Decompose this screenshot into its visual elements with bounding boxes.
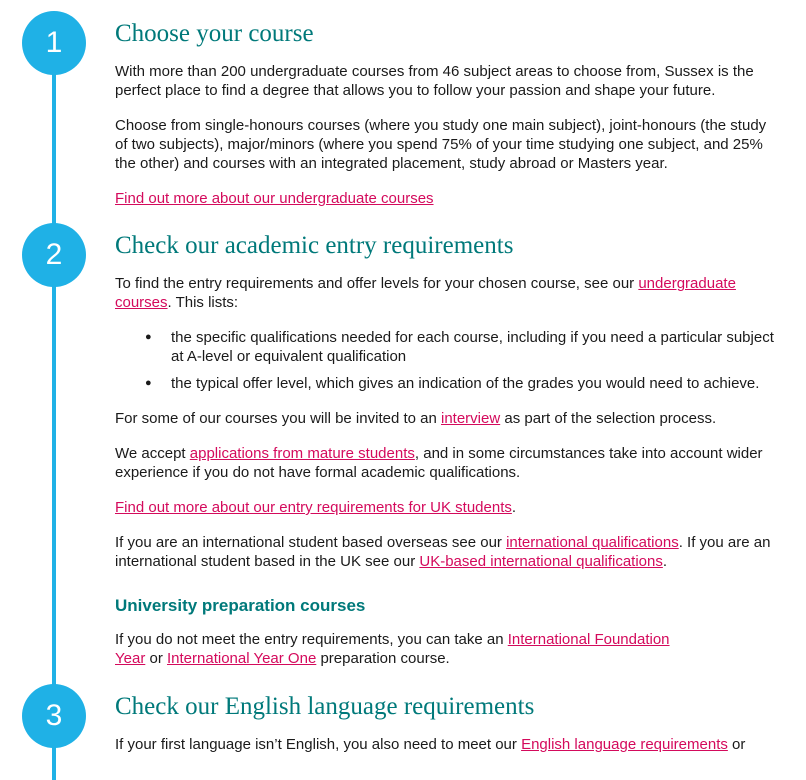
text: preparation course.	[316, 650, 450, 667]
text: , and in some circumstances take into account wider experience if you do not have formal academic qualifications.	[115, 445, 763, 481]
uk-based-international-qualifications-link[interactable]: UK-based international qualifications	[419, 553, 663, 570]
step-3-title: Check our English language requirements	[115, 693, 535, 720]
step-2-title: Check our academic entry requirements	[115, 232, 514, 259]
timeline-line	[52, 40, 56, 780]
uk-entry-requirements-link[interactable]: Find out more about our entry requirements for UK students	[115, 499, 512, 516]
undergraduate-courses-link[interactable]: Find out more about our undergraduate courses	[115, 190, 434, 207]
text: . This lists:	[167, 294, 239, 311]
english-language-requirements-link[interactable]: English language requirements	[521, 736, 728, 753]
step-1-title: Choose your course	[115, 20, 314, 47]
text: .	[662, 553, 668, 570]
undergraduate-courses-inline-link[interactable]: undergraduate courses	[115, 275, 736, 311]
interview-link[interactable]: interview	[441, 410, 501, 427]
preparation-paragraph	[115, 630, 680, 668]
entry-requirements-intro	[115, 274, 775, 312]
international-paragraph	[115, 533, 775, 571]
english-requirements-paragraph	[115, 735, 775, 754]
step-3-section	[115, 692, 775, 754]
requirements-list	[115, 328, 775, 393]
list-item: ● the typical offer level, which gives an indication of the grades you would need to achieve.	[115, 374, 775, 393]
text: .	[511, 499, 517, 516]
text: or	[727, 736, 746, 753]
step-1-section	[115, 19, 775, 208]
uk-requirements-paragraph	[115, 498, 775, 517]
text: If you do not meet the entry requirements, you can take an	[115, 631, 508, 648]
mature-students-link[interactable]: applications from mature students	[189, 445, 415, 462]
international-foundation-year-link[interactable]: International Foundation Year	[115, 631, 670, 667]
text: If your first language isn’t English, you also need to meet our	[115, 736, 522, 753]
step-2-marker	[22, 223, 86, 287]
international-year-one-link[interactable]: International Year One	[167, 650, 317, 667]
international-qualifications-link[interactable]: international qualifications	[506, 534, 679, 551]
step-2-section	[115, 231, 775, 668]
text: as part of the selection process.	[500, 410, 717, 427]
text: We accept	[115, 445, 190, 462]
text: If you are an international student based overseas see our	[115, 534, 507, 551]
list-item: ● the specific qualifications needed for each course, including if you need a particular subject at A-level or equivalent qualification	[115, 328, 775, 366]
text: To find the entry requirements and offer levels for your chosen course, see our	[115, 275, 639, 292]
step-3-marker	[22, 684, 86, 748]
text: For some of our courses you will be invited to an	[115, 410, 441, 427]
text: or	[145, 650, 167, 667]
step-number: 1	[45, 26, 63, 59]
step-1-marker	[22, 11, 86, 75]
preparation-courses-heading: University preparation courses	[115, 596, 366, 615]
text: . If you are an international student based in the UK see our	[115, 534, 771, 570]
interview-paragraph	[115, 409, 775, 428]
step-number: 3	[45, 699, 63, 732]
step-1-paragraph: Choose from single-honours courses (where you study one main subject), joint-honours (the study of two subjects), major/minors (where you spend 75% of your time studying one subject, and 25% the other) and courses with an integrated placement, study abroad or Masters year.	[115, 117, 767, 172]
mature-students-paragraph	[115, 444, 775, 482]
step-1-link-paragraph	[115, 189, 775, 208]
step-1-paragraph: With more than 200 undergraduate courses from 46 subject areas to choose from, Sussex is the perfect place to find a degree that allows you to follow your passion and shape your future.	[115, 63, 754, 99]
step-number: 2	[45, 238, 63, 271]
